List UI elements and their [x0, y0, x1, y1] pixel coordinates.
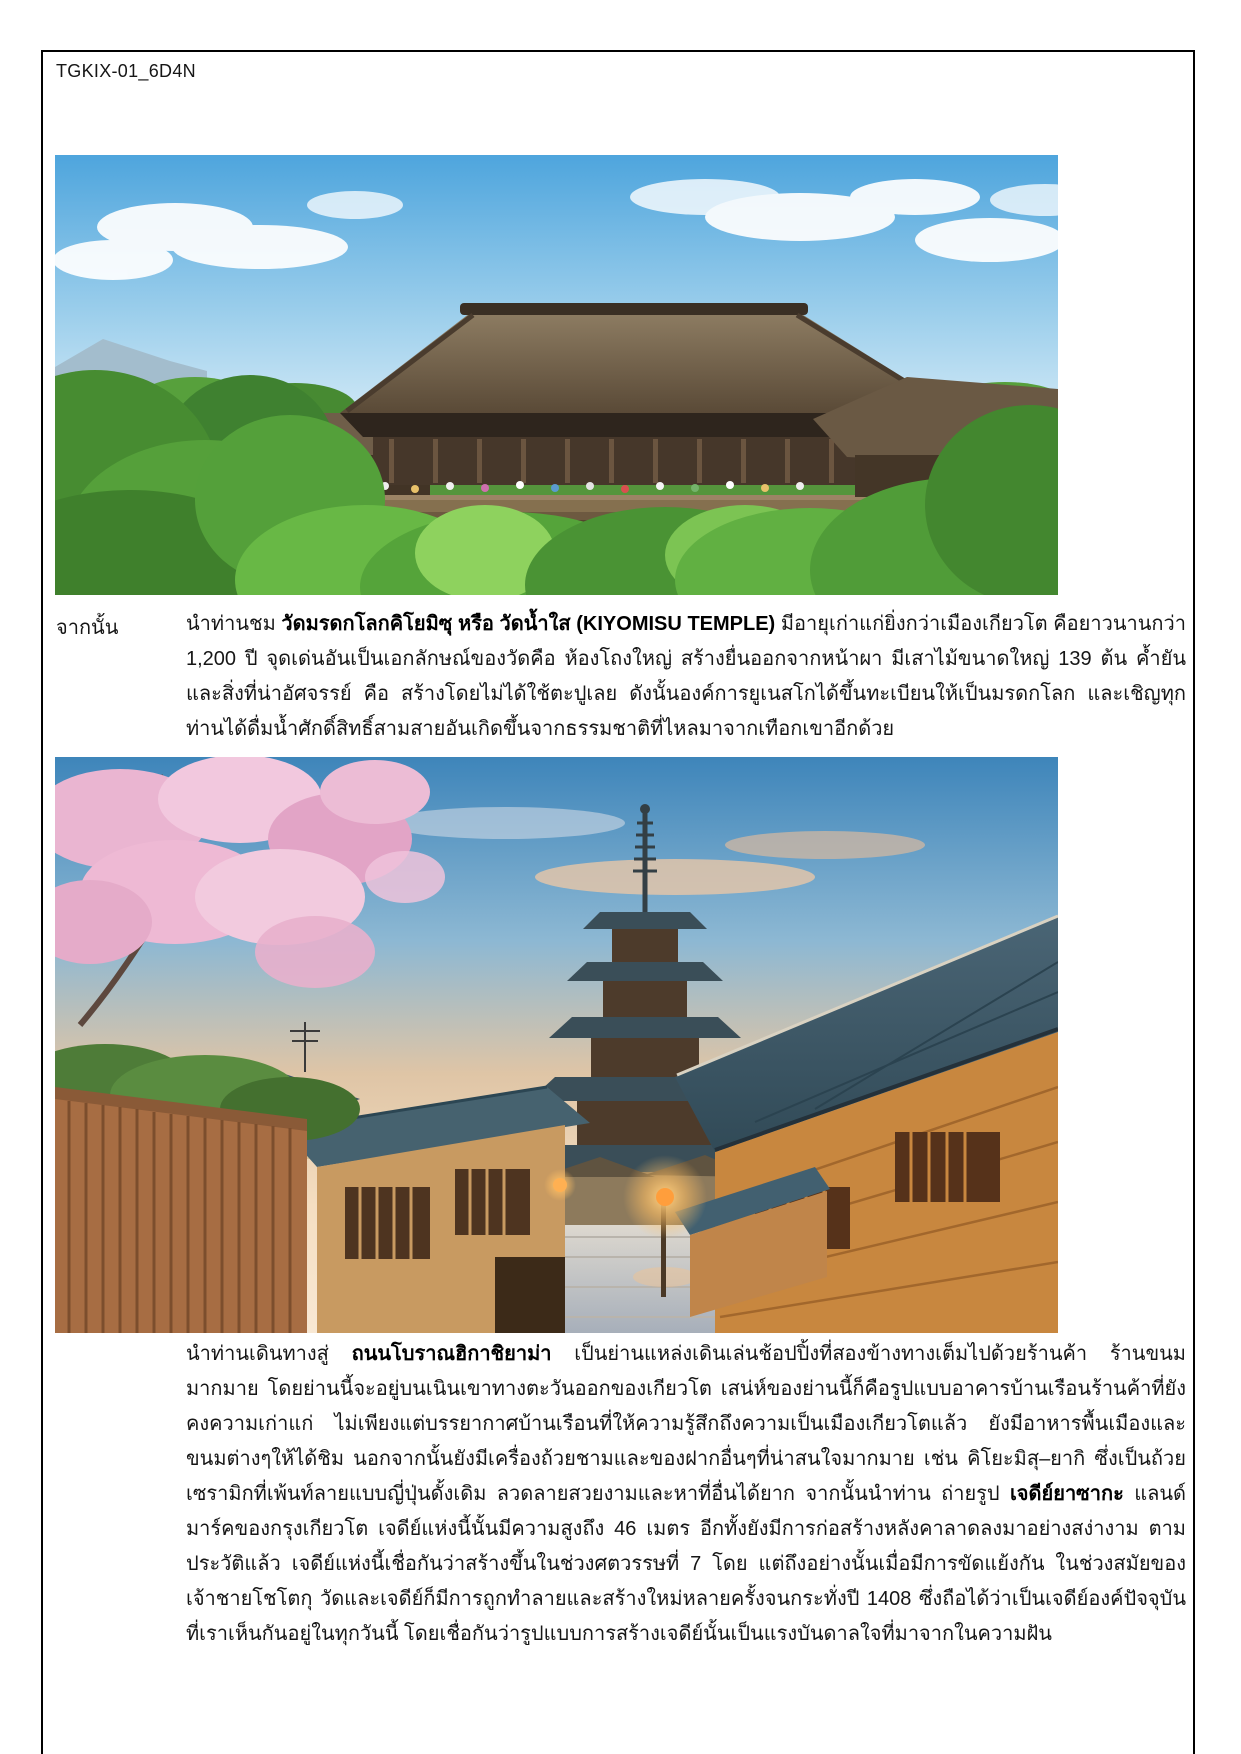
text-segment: มีอายุเก่าแก่ยิ่งกว่าเมืองเกียวโต คือยาวนานกว่า 1,200 ปี จุดเด่นอันเป็นเอกลักษณ์ของวัดคือ ห้องโถงใหญ่ สร้างยื่นออกจากหน้าผา มีเสาไม้ขนาดใหญ่ 139 ต้น ค้ำยัน และสิ่งที่น่าอัศจรรย์ คือ สร้างโดยไม่ได้ใช้ตะปูเลย ดังนั้นองค์การยูเนสโกได้ขึ้นทะเบียนให้เป็นมรดกโลก และเชิญทุกท่านได้ดื่มน้ำศักดิ์สิทธิ์สามสายอันเกิดขึ้นจากธรรมชาติที่ไหลมาจากเทือกเขาอีกด้วย	[186, 613, 1187, 740]
text-segment: นำท่านเดินทางสู่	[186, 1343, 352, 1365]
kiyomizu-description	[186, 607, 1186, 747]
kiyomizu-temple-photo	[55, 155, 1058, 595]
street-name-bold: ถนนโบราณฮิกาชิยาม่า	[351, 1343, 552, 1365]
itinerary-step-label: จากนั้น	[56, 617, 119, 639]
tour-code: TGKIX-01_6D4N	[56, 61, 196, 81]
text-segment: แลนด์มาร์คของกรุงเกียวโต เจดีย์แห่งนี้นั้นมีความสูงถึง 46 เมตร อีกทั้งยังมีการก่อสร้างหลังคาลาดลงมาอย่างสง่างาม ตามประวัติแล้ว เจดีย์แห่งนี้เชื่อกันว่าสร้างขึ้นในช่วงศตวรรษที่ 7 โดย แต่ถึงอย่างนั้นเมื่อมีการขัดแย้งกัน ในช่วงสมัยของเจ้าชายโชโตกุ วัดและเจดีย์ก็มีการถูกทำลายและสร้างใหม่หลายครั้งจนกระทั่งปี 1408 ซึ่งถือได้ว่าเป็นเจดีย์องค์ปัจจุบันที่เราเห็นกันอยู่ในทุกวันนี้ โดยเชื่อกันว่ารูปแบบการสร้างเจดีย์นั้นเป็นแรงบันดาลใจที่มาจากในความฝัน	[186, 1483, 1186, 1645]
higashiyama-description	[186, 1337, 1186, 1652]
text-segment: เป็นย่านแหล่งเดินเล่นช้อปปิ้งที่สองข้างทางเต็มไปด้วยร้านค้า ร้านขนมมากมาย โดยย่านนี้จะอยู่บนเนินเขาทางตะวันออกของเกียวโต เสน่ห์ของย่านนี้ก็คือรูปแบบอาคารบ้านเรือนร้านค้าที่ยังคงความเก่าแก่ ไม่เพียงแต่บรรยากาศบ้านเรือนที่ให้ความรู้สึกถึงความเป็นเมืองเกียวโตแล้ว ยังมีอาหารพื้นเมืองและขนมต่างๆให้ได้ชิม นอกจากนั้นยังมีเครื่องถ้วยชามและของฝากอื่นๆที่น่าสนใจมากมาย เช่น คิโยะมิสุ–ยากิ ซึ่งเป็นถ้วยเซรามิกที่เพ้นท์ลายแบบญี่ปุ่นดั้งเดิม ลวดลายสวยงามและหาที่อื่นได้ยาก จากนั้นนำท่าน ถ่ายรูป	[186, 1343, 1186, 1505]
higashiyama-photo-illustration	[55, 757, 1058, 1333]
higashiyama-street-photo	[55, 757, 1058, 1333]
pagoda-name-bold: เจดีย์ยาซากะ	[1009, 1483, 1124, 1505]
text-segment: นำท่านชม	[186, 613, 282, 635]
kiyomizu-photo-illustration	[55, 155, 1058, 595]
temple-name-bold: วัดมรดกโลกคิโยมิซุ หรือ วัดน้ำใส (KIYOMISU TEMPLE)	[281, 613, 776, 635]
